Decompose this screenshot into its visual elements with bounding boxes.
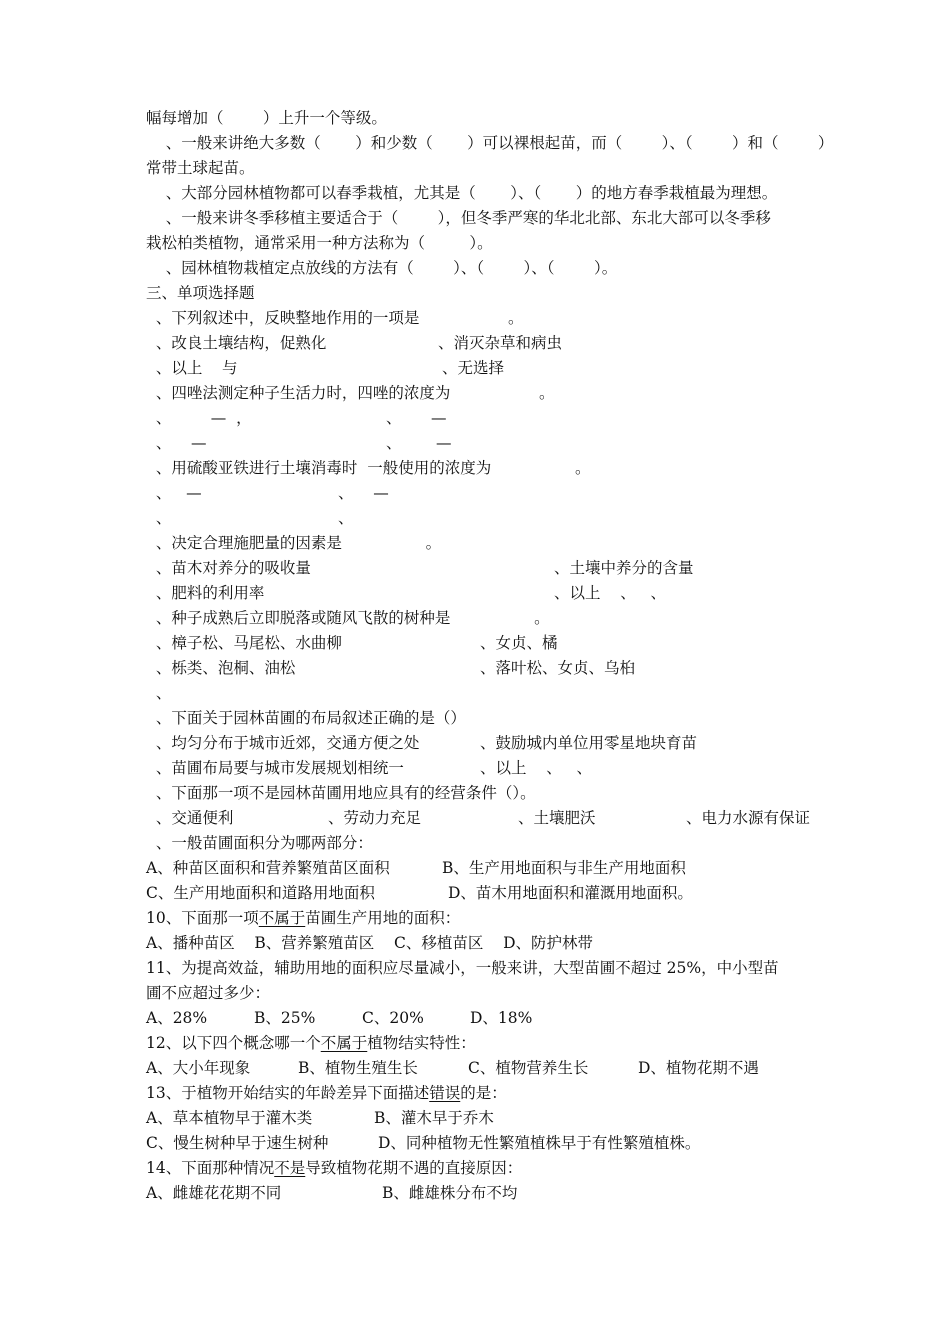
- text-line: [0, 906, 950, 931]
- text-segment: 、 —: [146, 434, 207, 452]
- text-segment: 、无选择: [442, 359, 505, 377]
- text-segment: 植物结实特性：: [367, 1034, 476, 1052]
- text-segment: 、土壤肥沃: [518, 809, 596, 827]
- text-segment: 、 —: [146, 484, 202, 502]
- text-line: [0, 1181, 950, 1206]
- text-segment: 、 —: [338, 484, 389, 502]
- text-segment: 、下面那一项不是园林苗圃用地应具有的经营条件（）。: [146, 784, 536, 802]
- text-segment: 14、下面那种情况: [146, 1159, 275, 1177]
- text-segment: 、四唑法测定种子生活力时，四唑的浓度为 。: [146, 384, 555, 402]
- text-segment: 的是：: [460, 1084, 507, 1102]
- text-segment: 、以上 、 、: [554, 584, 666, 602]
- text-segment: 、: [338, 509, 354, 527]
- text-line: [0, 981, 950, 1006]
- text-line: [0, 1056, 950, 1081]
- text-segment: 12、以下四个概念哪一个: [146, 1034, 321, 1052]
- text-segment: 、 —: [386, 434, 452, 452]
- text-segment: 三、单项选择题: [146, 284, 255, 302]
- text-segment: A、雌雄花花期不同: [146, 1184, 282, 1202]
- text-line: [0, 456, 950, 481]
- text-segment: 导致植物花期不遇的直接原因：: [305, 1159, 523, 1177]
- text-line: [0, 756, 950, 781]
- text-line: [0, 631, 950, 656]
- text-line: [0, 656, 950, 681]
- text-segment: C、生产用地面积和道路用地面积: [146, 884, 375, 902]
- text-line: [0, 831, 950, 856]
- text-line: [0, 281, 950, 306]
- text-line: [0, 181, 950, 206]
- text-segment: 、大部分园林植物都可以春季栽植，尤其是（ ）、（ ）的地方春季栽植最为理想。: [146, 184, 778, 202]
- underlined-text: 错误: [429, 1084, 461, 1102]
- text-segment: 、消灭杂草和病虫: [438, 334, 563, 352]
- text-segment: 、 —: [386, 409, 447, 427]
- text-segment: B、植物生殖生长: [298, 1059, 418, 1077]
- text-segment: C、20%: [362, 1009, 424, 1027]
- text-segment: B、生产用地面积与非生产用地面积: [442, 859, 686, 877]
- text-segment: 圃不应超过多少：: [146, 984, 271, 1002]
- text-segment: 、均匀分布于城市近郊，交通方便之处: [146, 734, 420, 752]
- text-segment: 、电力水源有保证: [686, 809, 811, 827]
- text-segment: 、: [146, 509, 172, 527]
- text-segment: A、播种苗区 B、营养繁殖苗区 C、移植苗区 D、防护林带: [146, 934, 593, 952]
- text-segment: A、种苗区面积和营养繁殖苗区面积: [146, 859, 390, 877]
- text-segment: 10、下面那一项: [146, 909, 259, 927]
- text-line: [0, 206, 950, 231]
- text-segment: D、18%: [470, 1009, 533, 1027]
- text-segment: D、植物花期不遇: [638, 1059, 759, 1077]
- text-segment: 、一般来讲绝大多数（ ）和少数（ ）可以裸根起苗，而（ ）、（ ）和（ ）: [146, 134, 834, 152]
- text-segment: 、用硫酸亚铁进行土壤消毒时 一般使用的浓度为 。: [146, 459, 591, 477]
- text-segment: 、一般来讲冬季移植主要适合于（ ），但冬季严寒的华北北部、东北大部可以冬季移: [146, 209, 771, 227]
- text-line: [0, 806, 950, 831]
- text-line: [0, 931, 950, 956]
- text-segment: 、女贞、橘: [480, 634, 558, 652]
- text-line: [0, 306, 950, 331]
- text-line: [0, 731, 950, 756]
- text-segment: 、交通便利: [146, 809, 234, 827]
- text-segment: 、鼓励城内单位用零星地块育苗: [480, 734, 698, 752]
- text-line: [0, 106, 950, 131]
- text-segment: 、下面关于园林苗圃的布局叙述正确的是（）: [146, 709, 466, 727]
- text-segment: B、雌雄株分布不均: [382, 1184, 518, 1202]
- text-line: [0, 1081, 950, 1106]
- text-segment: C、植物营养生长: [468, 1059, 589, 1077]
- text-segment: D、同种植物无性繁殖植株早于有性繁殖植株。: [378, 1134, 701, 1152]
- text-segment: 、改良土壤结构，促熟化: [146, 334, 327, 352]
- text-segment: 、栎类、泡桐、油松: [146, 659, 296, 677]
- text-segment: 栽松柏类植物，通常采用一种方法称为（ ）。: [146, 234, 493, 252]
- text-segment: C、慢生树种早于速生树种: [146, 1134, 329, 1152]
- text-segment: 、以上 与: [146, 359, 238, 377]
- text-line: [0, 1131, 950, 1156]
- text-segment: 、 — ，: [146, 409, 252, 427]
- text-segment: 、决定合理施肥量的因素是 。: [146, 534, 442, 552]
- text-line: [0, 531, 950, 556]
- text-line: [0, 1031, 950, 1056]
- text-line: [0, 131, 950, 156]
- underlined-text: 不属于: [258, 909, 306, 927]
- text-line: [0, 781, 950, 806]
- text-segment: 、: [146, 684, 172, 702]
- text-line: [0, 381, 950, 406]
- text-segment: 、种子成熟后立即脱落或随风飞散的树种是 。: [146, 609, 550, 627]
- text-line: [0, 606, 950, 631]
- text-line: [0, 406, 950, 431]
- text-segment: 、下列叙述中，反映整地作用的一项是 。: [146, 309, 524, 327]
- text-line: [0, 1006, 950, 1031]
- text-segment: 、肥料的利用率: [146, 584, 265, 602]
- text-line: [0, 506, 950, 531]
- text-line: [0, 881, 950, 906]
- text-segment: A、28%: [146, 1009, 208, 1027]
- text-line: [0, 356, 950, 381]
- text-segment: 幅每增加（ ）上升一个等级。: [146, 109, 387, 127]
- text-line: [0, 706, 950, 731]
- text-segment: 、园林植物栽植定点放线的方法有（ ）、（ ）、（ ）。: [146, 259, 618, 277]
- text-segment: 、以上 、 、: [480, 759, 592, 777]
- text-line: [0, 231, 950, 256]
- text-segment: B、灌木早于乔木: [374, 1109, 494, 1127]
- text-segment: D、苗木用地面积和灌溉用地面积。: [448, 884, 693, 902]
- text-segment: 、一般苗圃面积分为哪两部分：: [146, 834, 373, 852]
- text-segment: 常带土球起苗。: [146, 159, 255, 177]
- text-line: [0, 431, 950, 456]
- text-line: [0, 481, 950, 506]
- text-segment: 13、于植物开始结实的年龄差异下面描述: [146, 1084, 430, 1102]
- text-line: [0, 156, 950, 181]
- text-segment: 苗圃生产用地的面积：: [305, 909, 461, 927]
- text-segment: 、苗圃布局要与城市发展规划相统一: [146, 759, 404, 777]
- text-line: [0, 1106, 950, 1131]
- text-segment: 、落叶松、女贞、乌桕: [480, 659, 636, 677]
- text-line: [0, 1156, 950, 1181]
- text-segment: A、草本植物早于灌木类: [146, 1109, 313, 1127]
- text-segment: 、苗木对养分的吸收量: [146, 559, 311, 577]
- underlined-text: 不属于: [320, 1034, 368, 1052]
- text-segment: A、大小年现象: [146, 1059, 251, 1077]
- text-segment: B、25%: [254, 1009, 316, 1027]
- text-line: [0, 331, 950, 356]
- underlined-text: 不是: [274, 1159, 306, 1177]
- text-line: [0, 581, 950, 606]
- text-segment: 11、为提高效益，辅助用地的面积应尽量减小，一般来讲，大型苗圃不超过 25%，中小型苗: [146, 959, 779, 977]
- text-segment: 、樟子松、马尾松、水曲柳: [146, 634, 342, 652]
- text-line: [0, 256, 950, 281]
- text-line: [0, 956, 950, 981]
- text-line: [0, 681, 950, 706]
- text-segment: 、土壤中养分的含量: [554, 559, 694, 577]
- text-line: [0, 856, 950, 881]
- text-line: [0, 556, 950, 581]
- text-segment: 、劳动力充足: [328, 809, 422, 827]
